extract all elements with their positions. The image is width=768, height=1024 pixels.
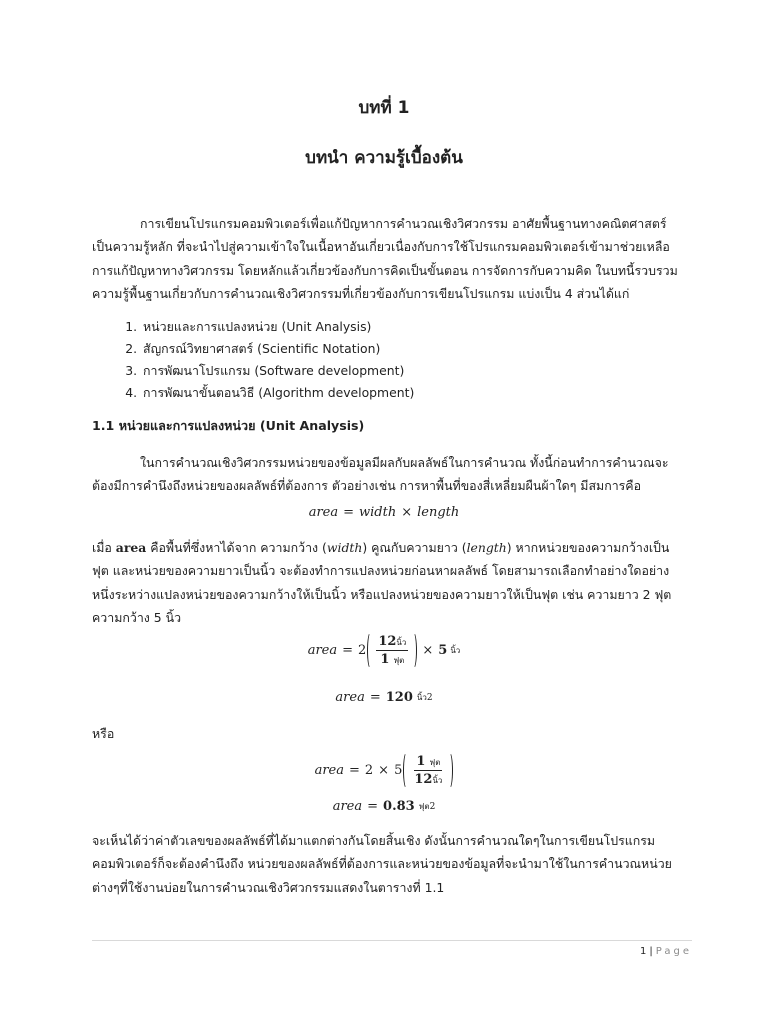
eq-result-value: 120 [385, 690, 413, 705]
page-number: 1 [640, 946, 647, 957]
eq-lhs: area [307, 643, 338, 658]
eq-den-value: 12 [414, 772, 433, 787]
explain-area-term: area [115, 540, 147, 555]
footer-divider [92, 940, 692, 941]
eq-factor: 5 [394, 763, 403, 778]
eq-factor: 5 [438, 643, 448, 658]
eq-width: width [359, 505, 397, 520]
eq-length: length [417, 505, 460, 520]
eq-num-unit: นิ้ว [396, 638, 407, 647]
eq-numerator [376, 634, 408, 651]
or-text: หรือ [92, 726, 115, 741]
explain-text: ) หากหน่วยของความกว้างเป็นฟุต และหน่วยของความยาวเป็นนิ้ว จะต้องทำการแปลงหน่วยก่อนหาผลลัพธ์ โดยสามารถเลือกทำอย่างใดอย่างหนึ่งระหว่างแปลงหน่วยของความกว้างให้เป็นนิ้ว หรือแปลงหน่วยของความยาวให้เป็นฟุต เช่น ความยาว 2 ฟุต ความกว้าง 5 นิ้ว [92, 540, 672, 626]
equation-inch-result [0, 690, 768, 705]
list-item: 3. การพัฒนาโปรแกรม (Software development) [141, 360, 414, 382]
eq-lhs: area [308, 505, 339, 520]
eq-times: × [401, 505, 413, 520]
eq-fraction [374, 634, 410, 667]
section-heading: 1.1 หน่วยและการแปลงหน่วย (Unit Analysis) [92, 418, 365, 433]
eq-result-value: 0.83 [383, 799, 415, 814]
explain-text: ) คูณกับความยาว ( [362, 540, 467, 555]
eq-lhs: area [332, 799, 363, 814]
explain-width-term: width [326, 540, 363, 555]
page-footer [640, 946, 692, 957]
eq-parenthesis [367, 634, 417, 667]
eq-den-value: 1 [380, 652, 390, 667]
eq-factor-unit: นิ้ว [450, 646, 461, 655]
equation-foot-result [0, 799, 768, 814]
eq-result-power: 2 [426, 692, 433, 703]
explain-paragraph [92, 536, 684, 630]
list-item: 2. สัญกรณ์วิทยาศาสตร์ (Scientific Notation) [141, 338, 414, 360]
eq-equals: = [367, 799, 379, 814]
eq-result-unit: นิ้ว [416, 693, 427, 702]
eq-den-unit: ฟุต [393, 656, 405, 665]
explain-length-term: length [466, 540, 507, 555]
page-label: Page [655, 946, 692, 957]
eq-parenthesis [403, 754, 453, 787]
eq-num-unit: ฟุต [429, 758, 441, 767]
eq-num-value: 1 [416, 754, 426, 769]
list-item: 4. การพัฒนาขั้นตอนวิธี (Algorithm development) [141, 382, 414, 404]
equation-area [0, 505, 768, 520]
eq-den-unit: นิ้ว [432, 776, 443, 785]
conclusion-paragraph: จะเห็นได้ว่าค่าตัวเลขของผลลัพธ์ที่ได้มาแตกต่างกันโดยสิ้นเชิง ดังนั้นการคำนวณใดๆในการเขียนโปรแกรมคอมพิวเตอร์ก็จะต้องคำนึงถึง หน่วยของผลลัพธ์ที่ต้องการและหน่วยของข้อมูลที่จะนำมาใช้ในการคำนวณหน่วยต่างๆที่ใช้งานบ่อยในการคำนวณเชิงวิศวกรรมแสดงในตารางที่ 1.1 [92, 833, 672, 895]
eq-equals: = [348, 763, 360, 778]
eq-result-unit: ฟุต [418, 802, 430, 811]
eq-equals: = [343, 505, 355, 520]
equation-foot-conversion [0, 754, 768, 787]
eq-equals: = [369, 690, 381, 705]
footer-separator: | [649, 946, 653, 957]
list-item: 1. หน่วยและการแปลงหน่วย (Unit Analysis) [141, 316, 414, 338]
eq-coefficient: 2 [364, 763, 374, 778]
eq-result-power: 2 [429, 801, 436, 812]
eq-coefficient: 2 [358, 643, 367, 658]
eq-num-value: 12 [378, 634, 397, 649]
eq-lhs: area [335, 690, 365, 705]
eq-fraction [410, 754, 446, 787]
eq-denominator [378, 651, 406, 667]
equation-inch-conversion [0, 634, 768, 667]
eq-equals: = [342, 643, 354, 658]
chapter-number: บทที่ 1 [358, 98, 410, 118]
topic-list [92, 316, 414, 404]
eq-numerator [414, 754, 442, 771]
chapter-title: บทนำ ความรู้เบื้องต้น [305, 148, 463, 168]
explain-text: เมื่อ [92, 540, 116, 555]
eq-times: × [378, 763, 390, 778]
section-paragraph: ในการคำนวณเชิงวิศวกรรมหน่วยของข้อมูลมีผลกับผลลัพธ์ในการคำนวณ ทั้งนี้ก่อนทำการคำนวณจะต้องมีการคำนึงถึงหน่วยของผลลัพธ์ที่ต้องการ ตัวอย่างเช่น การหาพื้นที่ของสี่เหลี่ยมผืนผ้าใดๆ มีสมการคือ [92, 455, 669, 494]
intro-paragraph: การเขียนโปรแกรมคอมพิวเตอร์เพื่อแก้ปัญหาการคำนวณเชิงวิศวกรรม อาศัยพื้นฐานทางคณิตศาสตร์เป็นความรู้หลัก ที่จะนำไปสู่ความเข้าใจในเนื้อหาอันเกี่ยวเนื่องกับการใช้โปรแกรมคอมพิวเตอร์เข้ามาช่วยเหลือการแก้ปัญหาทางวิศวกรรม โดยหลักแล้วเกี่ยวข้องกับการคิดเป็นขั้นตอน การจัดการกับความคิด ในบทนี้รวบรวมความรู้พื้นฐานเกี่ยวกับการคำนวณเชิงวิศวกรรมที่เกี่ยวข้องกับการเขียนโปรแกรม แบ่งเป็น 4 ส่วนได้แก่ [92, 216, 678, 302]
explain-text: คือพื้นที่ซึ่งหาได้จาก ความกว้าง ( [146, 540, 327, 555]
eq-times: × [422, 643, 434, 658]
eq-denominator [412, 771, 444, 787]
eq-lhs: area [314, 763, 344, 778]
